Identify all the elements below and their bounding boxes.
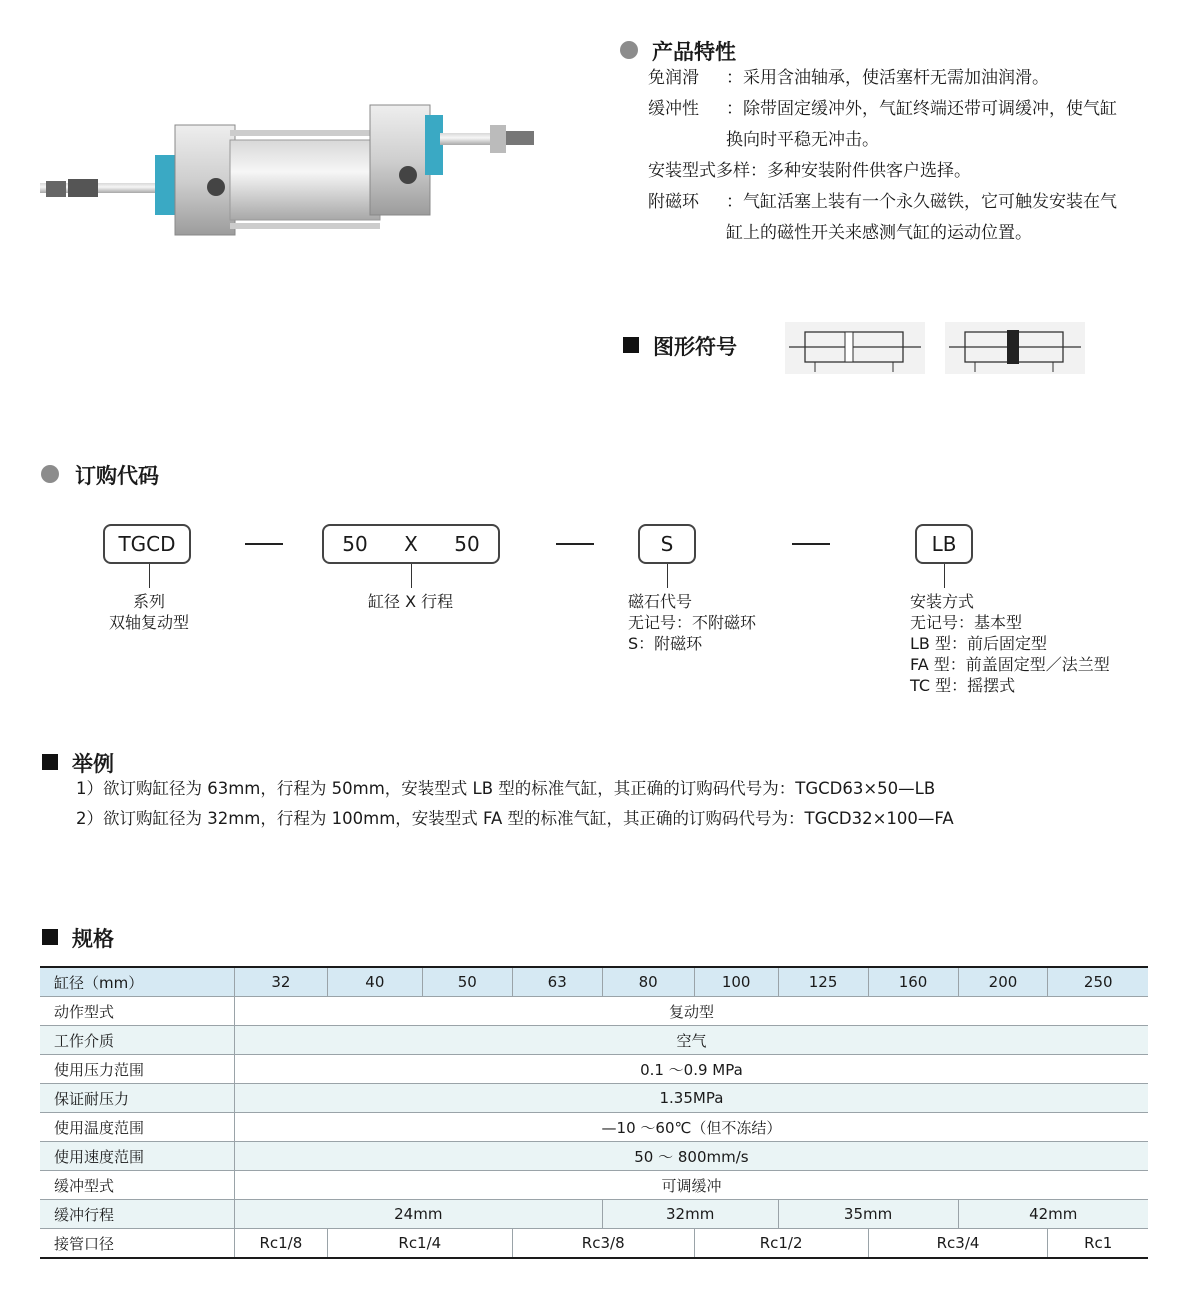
magnet-desc-line: S：附磁环	[628, 634, 703, 653]
example-heading: 举例	[72, 752, 114, 776]
example-bullet	[42, 754, 58, 770]
feature-item	[648, 63, 1168, 94]
mount-desc-line: TC 型：摇摆式	[910, 676, 1016, 695]
series-desc-line: 系列	[132, 592, 165, 611]
row-label: 动作型式	[40, 997, 234, 1026]
connector-line	[411, 564, 412, 588]
row-label: 接管口径	[40, 1229, 234, 1259]
row-label: 使用速度范围	[40, 1142, 234, 1171]
header-label: 缸径（mm）	[40, 967, 234, 997]
table-row	[40, 1084, 1148, 1113]
port-value: Rc1/8	[234, 1229, 327, 1259]
connector-line	[944, 564, 945, 588]
row-value: 50 ～ 800mm/s	[234, 1142, 1148, 1171]
separator-dash	[792, 543, 830, 545]
row-value: 空气	[234, 1026, 1148, 1055]
features-bullet	[620, 41, 638, 59]
series-code: TGCD	[118, 532, 176, 556]
table-row	[40, 997, 1148, 1026]
feature-text: ：采用含油轴承，使活塞杆无需加油润滑。	[726, 68, 1049, 88]
feature-cont: 缸上的磁性开关来感测气缸的运动位置。	[726, 223, 1032, 243]
separator-dash	[556, 543, 594, 545]
symbol-heading: 图形符号	[653, 335, 737, 359]
magnet-code-box	[638, 524, 696, 564]
feature-label: 免润滑	[648, 68, 699, 88]
mount-description	[910, 591, 1110, 696]
magnet-code: S	[660, 532, 674, 556]
row-label: 使用压力范围	[40, 1055, 234, 1084]
bore-code: 50	[342, 532, 368, 556]
series-desc-line: 双轴复动型	[108, 613, 189, 632]
connector-line	[149, 564, 150, 588]
example-line: 2）欲订购缸径为 32mm，行程为 100mm，安装型式 FA 型的标准气缸，其正确的订购码代号为：TGCD32×100—FA	[76, 809, 954, 828]
bore-description: 缸径 X 行程	[368, 592, 454, 611]
bore-cell: 200	[958, 967, 1048, 997]
order-heading: 订购代码	[75, 464, 159, 488]
mount-desc-line: 无记号：基本型	[910, 613, 1023, 632]
port-value: Rc1/4	[327, 1229, 512, 1259]
symbol-standard-icon	[785, 322, 925, 374]
bore-cell: 125	[778, 967, 868, 997]
table-row	[40, 1171, 1148, 1200]
symbol-bullet	[623, 337, 639, 353]
spec-heading: 规格	[72, 927, 114, 951]
feature-cont: 换向时平稳无冲击。	[726, 130, 879, 150]
table-row	[40, 1055, 1148, 1084]
order-bullet	[41, 465, 59, 483]
bore-cell: 50	[422, 967, 512, 997]
spec-bullet	[42, 929, 58, 945]
separator-dash	[245, 543, 283, 545]
table-row	[40, 1026, 1148, 1055]
table-row	[40, 1113, 1148, 1142]
mount-code: LB	[931, 532, 957, 556]
series-code-box	[103, 524, 191, 564]
features-heading: 产品特性	[652, 40, 736, 64]
cushion-stroke-value: 24mm	[234, 1200, 602, 1229]
row-label: 使用温度范围	[40, 1113, 234, 1142]
stroke-code: 50	[454, 532, 480, 556]
feature-label: 缓冲性	[648, 99, 699, 119]
magnet-desc-line: 无记号：不附磁环	[628, 613, 757, 632]
row-value: 0.1 ～0.9 MPa	[234, 1055, 1148, 1084]
mount-desc-line: FA 型：前盖固定型／法兰型	[910, 655, 1110, 674]
x-code: X	[404, 532, 418, 556]
magnet-description	[628, 591, 756, 654]
mount-desc-line: LB 型：前后固定型	[910, 634, 1047, 653]
port-size-row	[40, 1229, 1148, 1259]
bore-cell: 160	[868, 967, 958, 997]
table-row	[40, 1142, 1148, 1171]
feature-text: ：除带固定缓冲外，气缸终端还带可调缓冲，使气缸	[726, 99, 1117, 119]
bore-cell: 100	[694, 967, 778, 997]
row-value: —10 ～60℃（但不冻结）	[234, 1113, 1148, 1142]
port-value: Rc3/8	[512, 1229, 694, 1259]
connector-line	[667, 564, 668, 588]
feature-list	[648, 63, 1168, 249]
cushion-stroke-value: 42mm	[958, 1200, 1148, 1229]
mount-code-box	[915, 524, 973, 564]
port-value: Rc3/4	[868, 1229, 1048, 1259]
feature-item: 安装型式多样：多种安装附件供客户选择。	[648, 161, 971, 181]
row-value: 复动型	[234, 997, 1148, 1026]
feature-text: ：气缸活塞上装有一个永久磁铁，它可触发安装在气	[726, 192, 1117, 212]
feature-label: 附磁环	[648, 192, 699, 212]
cylinder-product-image	[40, 95, 540, 245]
port-value: Rc1	[1048, 1229, 1148, 1259]
cushion-stroke-row	[40, 1200, 1148, 1229]
bore-cell: 80	[602, 967, 694, 997]
series-description	[100, 591, 198, 633]
symbol-magnet-icon	[945, 322, 1085, 374]
row-label: 缓冲型式	[40, 1171, 234, 1200]
example-line: 1）欲订购缸径为 63mm，行程为 50mm，安装型式 LB 型的标准气缸，其正确的订购码代号为：TGCD63×50—LB	[76, 779, 936, 798]
bore-cell: 63	[512, 967, 602, 997]
mount-desc-line: 安装方式	[910, 592, 975, 611]
magnet-desc-line: 磁石代号	[628, 592, 693, 611]
example-lines	[76, 774, 1176, 834]
row-label: 保证耐压力	[40, 1084, 234, 1113]
bore-cell: 40	[327, 967, 422, 997]
bore-stroke-box	[322, 524, 500, 564]
spec-table	[40, 966, 1148, 1259]
row-label: 缓冲行程	[40, 1200, 234, 1229]
bore-cell: 32	[234, 967, 327, 997]
row-label: 工作介质	[40, 1026, 234, 1055]
spec-header-row	[40, 967, 1148, 997]
feature-item	[648, 94, 1168, 125]
cushion-stroke-value: 35mm	[778, 1200, 958, 1229]
row-value: 1.35MPa	[234, 1084, 1148, 1113]
row-value: 可调缓冲	[234, 1171, 1148, 1200]
bore-cell: 250	[1048, 967, 1148, 997]
feature-item	[648, 187, 1168, 218]
cushion-stroke-value: 32mm	[602, 1200, 778, 1229]
port-value: Rc1/2	[694, 1229, 868, 1259]
